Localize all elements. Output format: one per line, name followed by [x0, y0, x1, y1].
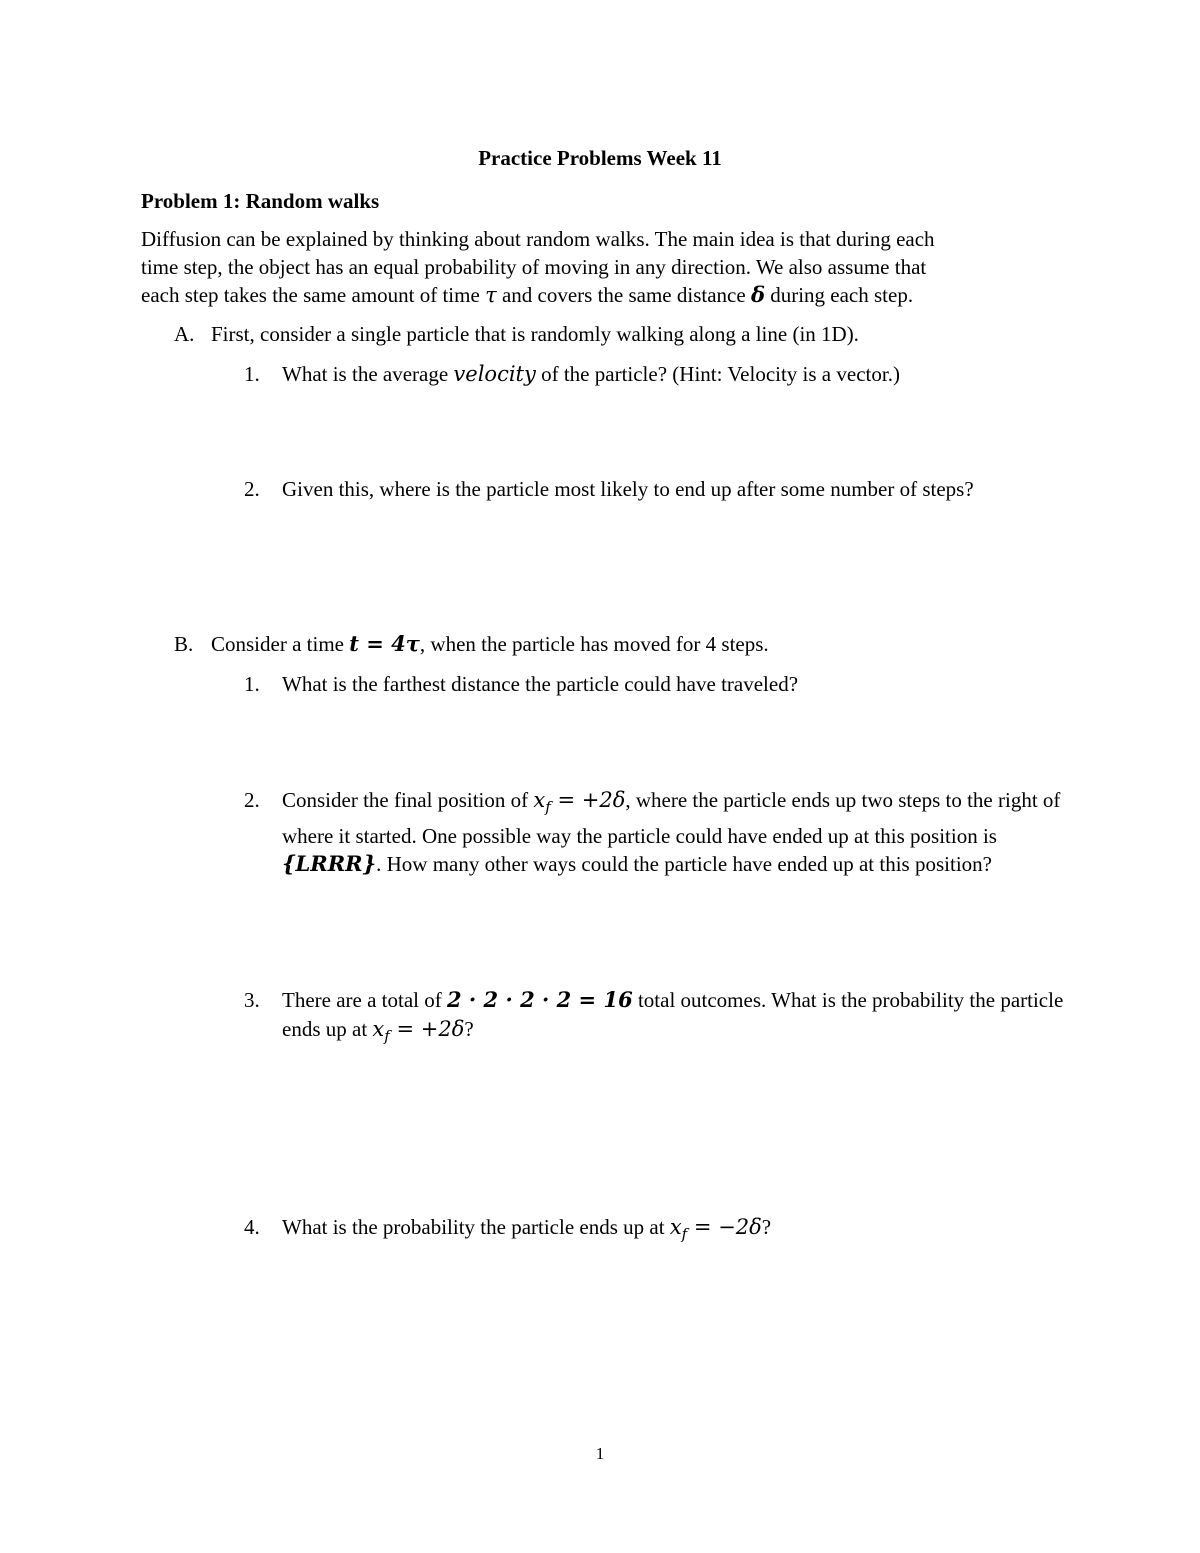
intro-line-1: Diffusion can be explained by thinking about random walks. The main idea is that during each	[141, 227, 935, 251]
question-text-pre: What is the probability the particle ends up at	[282, 1215, 670, 1239]
intro-text: during each step.	[764, 283, 914, 307]
question-number: 1.	[244, 672, 260, 696]
part-b-letter: B.	[174, 632, 194, 656]
question-text-post: . How many other ways could the particle have ended up at this position?	[376, 852, 992, 877]
question-text	[282, 360, 1064, 389]
part-b-question-3	[244, 986, 1064, 1050]
tau-symbol: τ	[485, 283, 497, 307]
part-b-text-post: , when the particle has moved for 4 steps.	[419, 632, 769, 656]
part-a-question-2	[244, 475, 1064, 504]
part-a-question-1	[244, 360, 1064, 389]
question-number: 2.	[244, 788, 260, 812]
question-text-mid: , where the particle ends up two steps to the right of where it started. One possible way the particle could have ended up at this position is	[282, 788, 1061, 848]
question-text-pre: Consider the final position of	[282, 788, 534, 812]
final-position-equation: $x_f = -2\delta$	[669, 1215, 762, 1244]
page-title: Practice Problems Week 11	[478, 146, 722, 170]
question-text-mid: total outcomes. What is the probability the particle ends up at	[282, 988, 1064, 1041]
time-equation: t = 4τ	[349, 631, 420, 656]
intro-text: each step takes the same amount of time	[141, 283, 486, 307]
question-text: What is the farthest distance the particle could have traveled?	[282, 672, 799, 696]
question-number: 4.	[244, 1215, 260, 1239]
delta-symbol: δ	[750, 282, 765, 307]
intro-text: and covers the same distance	[496, 283, 751, 307]
velocity-emphasis: velocity	[453, 362, 536, 386]
intro-line-3	[141, 281, 1061, 310]
outcomes-equation: 2 · 2 · 2 · 2 = 16	[447, 987, 633, 1012]
question-text: Given this, where is the particle most likely to end up after some number of steps?	[282, 477, 974, 501]
final-position-equation: $x_f = +2\delta$	[372, 1016, 465, 1045]
final-position-equation: $x_f = +2\delta$	[533, 788, 626, 817]
part-b-question-4	[244, 1213, 1064, 1249]
question-text	[282, 786, 1064, 879]
question-text-pre: There are a total of	[282, 988, 447, 1012]
question-number: 3.	[244, 988, 260, 1012]
question-text	[282, 1213, 1064, 1249]
question-text-post: of the particle? (Hint: Velocity is a vector.)	[535, 362, 900, 386]
question-number: 2.	[244, 477, 260, 501]
question-text-post: ?	[761, 1215, 772, 1239]
problem-heading: Problem 1: Random walks	[141, 189, 380, 213]
part-a-letter: A.	[174, 322, 195, 346]
problem-intro	[141, 226, 1061, 310]
part-b-question-2	[244, 786, 1064, 879]
question-number: 1.	[244, 362, 260, 386]
part-a	[174, 320, 859, 348]
part-b-text-pre: Consider a time	[211, 632, 350, 656]
part-a-text: First, consider a single particle that is randomly walking along a line (in 1D).	[211, 322, 859, 346]
sequence-set: {LRRR}	[282, 851, 377, 877]
question-text	[282, 986, 1064, 1050]
part-b-question-1	[244, 670, 1064, 699]
intro-line-2: time step, the object has an equal probability of moving in any direction. We also assume that	[141, 254, 927, 279]
part-b	[174, 630, 769, 658]
page-number: 1	[595, 1444, 605, 1463]
question-text-post: ?	[464, 1016, 474, 1041]
question-text-pre: What is the average	[282, 362, 454, 386]
